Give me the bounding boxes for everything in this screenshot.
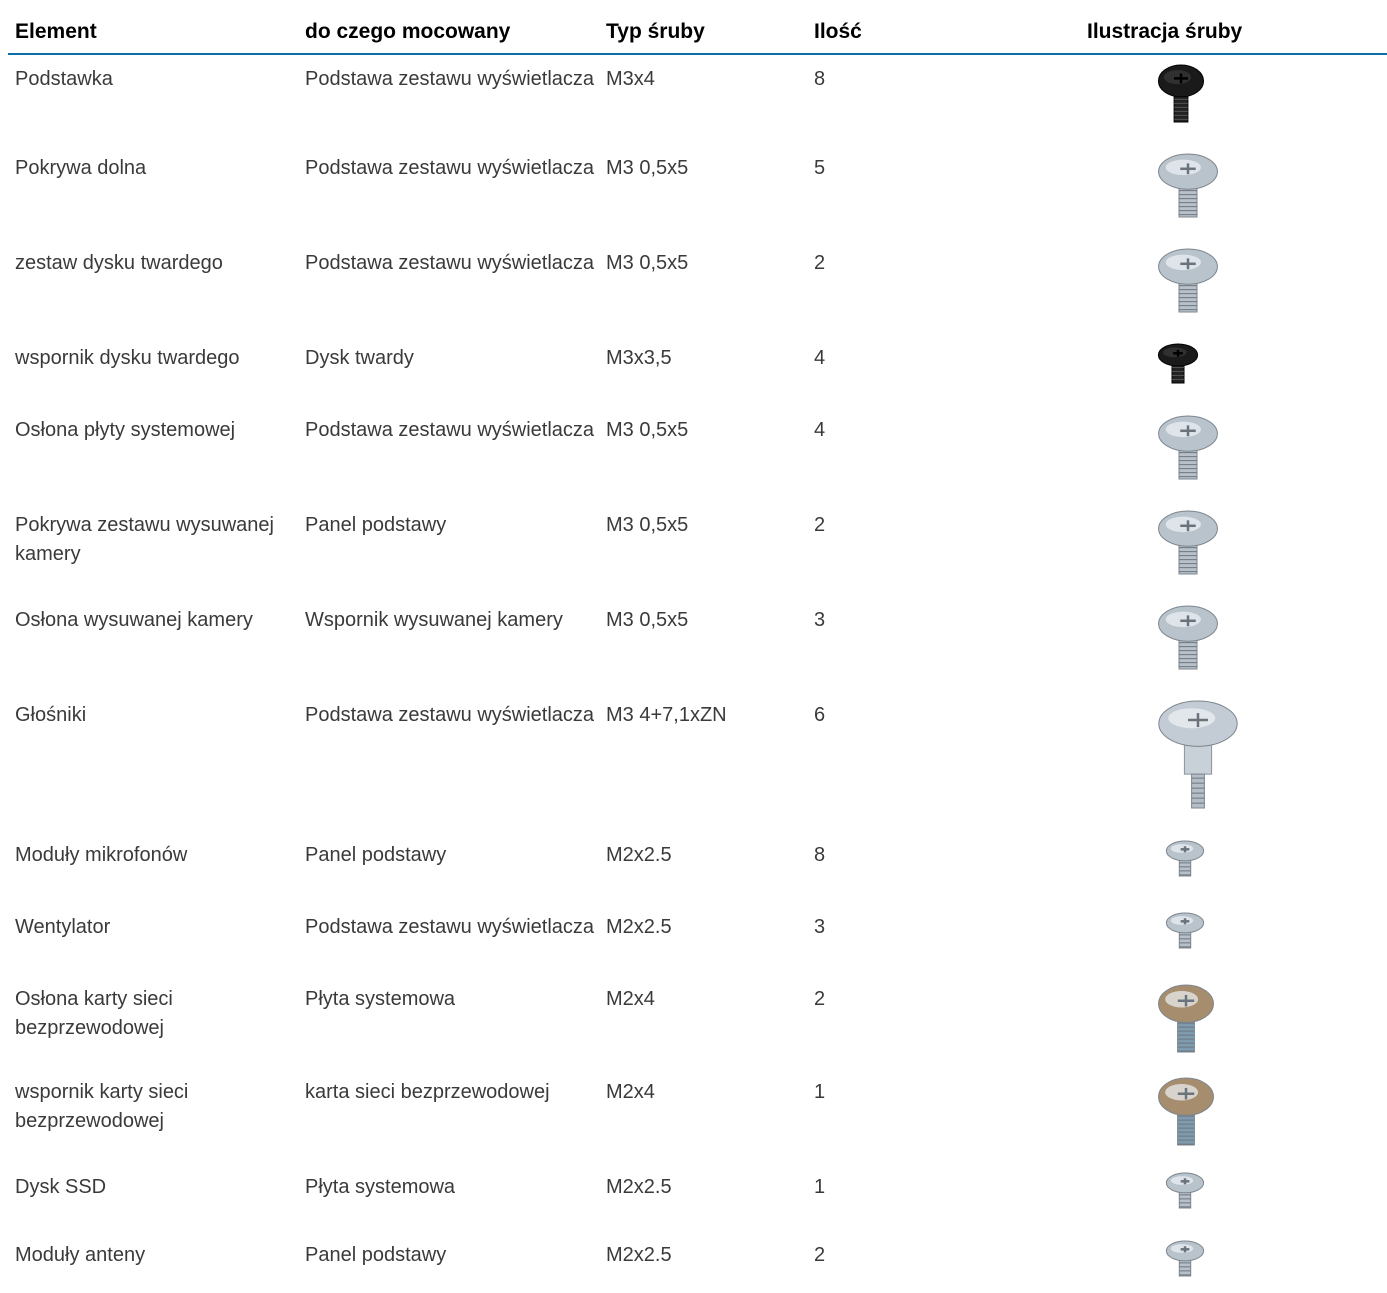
- cell-quantity-text: 2: [814, 988, 826, 1010]
- silver-screw-icon: [1158, 249, 1218, 313]
- cell-quantity: [807, 691, 1080, 831]
- cell-screw-type-text: M2x2.5: [606, 916, 672, 938]
- table-row: [8, 975, 1387, 1068]
- cell-screw-image: [1080, 1163, 1387, 1231]
- column-header-element: Element: [8, 10, 298, 54]
- table-row: [8, 406, 1387, 501]
- column-header-mounted-to: do czego mocowany: [298, 10, 599, 54]
- table-row: [8, 1163, 1387, 1231]
- table-row: [8, 596, 1387, 691]
- cell-element: [8, 831, 298, 903]
- cell-quantity-text: 6: [814, 704, 826, 726]
- cell-mounted-to: [298, 596, 599, 691]
- cell-screw-type: [599, 831, 807, 903]
- cell-quantity-text: 2: [814, 514, 826, 536]
- cell-mounted-to: [298, 975, 599, 1068]
- cell-element-text: Dysk SSD: [15, 1176, 107, 1198]
- cell-quantity: [807, 903, 1080, 975]
- cell-quantity: [807, 1231, 1080, 1293]
- cell-screw-image: [1080, 334, 1387, 406]
- black-screw-icon: [1158, 344, 1198, 384]
- cell-element-text: Głośniki: [15, 704, 87, 726]
- table-body: [8, 54, 1387, 1293]
- cell-quantity-text: 3: [814, 916, 826, 938]
- cell-screw-type: [599, 691, 807, 831]
- cell-quantity-text: 2: [814, 1244, 826, 1266]
- cell-mounted-to-text: Panel podstawy: [305, 514, 447, 536]
- cell-mounted-to: [298, 1163, 599, 1231]
- cell-element: [8, 501, 298, 596]
- cell-quantity-text: 2: [814, 252, 826, 274]
- cell-screw-image: [1080, 144, 1387, 239]
- cell-element: [8, 691, 298, 831]
- cell-mounted-to-text: Panel podstawy: [305, 844, 447, 866]
- cell-quantity: [807, 501, 1080, 596]
- small-silver-screw-icon: [1166, 1173, 1204, 1209]
- cell-mounted-to-text: Podstawa zestawu wyświetlacza: [305, 157, 595, 179]
- cell-quantity: [807, 596, 1080, 691]
- cell-element: [8, 596, 298, 691]
- cell-screw-type: [599, 903, 807, 975]
- cell-screw-type-text: M3 0,5x5: [606, 514, 689, 536]
- cell-screw-image: [1080, 596, 1387, 691]
- column-header-quantity: Ilość: [807, 10, 1080, 54]
- cell-mounted-to-text: Podstawa zestawu wyświetlacza: [305, 916, 595, 938]
- cell-mounted-to-text: karta sieci bezprzewodowej: [305, 1081, 550, 1103]
- cell-mounted-to: [298, 144, 599, 239]
- cell-quantity: [807, 54, 1080, 144]
- cell-element-text: Moduły mikrofonów: [15, 844, 188, 866]
- cell-quantity-text: 8: [814, 68, 826, 90]
- cell-screw-type-text: M3 4+7,1xZN: [606, 704, 727, 726]
- cell-screw-type-text: M3 0,5x5: [606, 252, 689, 274]
- cell-element: [8, 334, 298, 406]
- cell-screw-type: [599, 1231, 807, 1293]
- table-row: [8, 54, 1387, 144]
- cell-quantity: [807, 334, 1080, 406]
- cell-element-text: wspornik karty sieci bezprzewodowej: [15, 1081, 194, 1132]
- cell-screw-type: [599, 239, 807, 334]
- cell-mounted-to-text: Podstawa zestawu wyświetlacza: [305, 704, 595, 726]
- cell-element-text: Pokrywa dolna: [15, 157, 147, 179]
- table-row: [8, 144, 1387, 239]
- cell-screw-image: [1080, 1068, 1387, 1163]
- cell-quantity: [807, 239, 1080, 334]
- cell-element-text: Pokrywa zestawu wysuwanej kamery: [15, 514, 280, 565]
- cell-screw-type-text: M3x4: [606, 68, 655, 90]
- cell-mounted-to-text: Płyta systemowa: [305, 1176, 456, 1198]
- cell-mounted-to: [298, 239, 599, 334]
- cell-mounted-to: [298, 691, 599, 831]
- cell-screw-type-text: M3 0,5x5: [606, 419, 689, 441]
- column-header-screw-image: Ilustracja śruby: [1080, 10, 1387, 54]
- silver-screw-icon: [1158, 511, 1218, 575]
- cell-element-text: Osłona płyty systemowej: [15, 419, 236, 441]
- table-row: [8, 501, 1387, 596]
- cell-screw-type-text: M3 0,5x5: [606, 157, 689, 179]
- cell-element: [8, 1231, 298, 1293]
- cell-element: [8, 54, 298, 144]
- cell-screw-type: [599, 406, 807, 501]
- cell-quantity-text: 3: [814, 609, 826, 631]
- silver-screw-icon: [1158, 154, 1218, 218]
- cell-mounted-to: [298, 903, 599, 975]
- cell-mounted-to: [298, 501, 599, 596]
- cell-mounted-to-text: Dysk twardy: [305, 347, 414, 369]
- cell-screw-image: [1080, 1231, 1387, 1293]
- cell-screw-image: [1080, 54, 1387, 144]
- cell-quantity: [807, 1163, 1080, 1231]
- cell-element: [8, 239, 298, 334]
- cell-mounted-to-text: Panel podstawy: [305, 1244, 447, 1266]
- cell-screw-image: [1080, 239, 1387, 334]
- cell-screw-type: [599, 334, 807, 406]
- cell-screw-type-text: M2x2.5: [606, 1244, 672, 1266]
- cell-mounted-to-text: Podstawa zestawu wyświetlacza: [305, 419, 595, 441]
- table-row: [8, 691, 1387, 831]
- cell-quantity: [807, 831, 1080, 903]
- cell-mounted-to: [298, 1231, 599, 1293]
- cell-screw-image: [1080, 501, 1387, 596]
- bronze-screw-icon: [1158, 1078, 1214, 1146]
- cell-mounted-to-text: Płyta systemowa: [305, 988, 456, 1010]
- cell-element: [8, 1068, 298, 1163]
- bronze-screw-icon: [1158, 985, 1214, 1053]
- cell-screw-type: [599, 975, 807, 1068]
- cell-quantity: [807, 1068, 1080, 1163]
- table-header-row: [8, 10, 1387, 54]
- small-silver-screw-icon: [1166, 1241, 1204, 1277]
- cell-screw-type-text: M3x3,5: [606, 347, 672, 369]
- black-screw-icon: [1158, 65, 1204, 123]
- cell-mounted-to: [298, 334, 599, 406]
- cell-mounted-to: [298, 54, 599, 144]
- cell-element: [8, 1163, 298, 1231]
- table-row: [8, 831, 1387, 903]
- cell-element-text: Wentylator: [15, 916, 111, 938]
- screw-table: [8, 10, 1387, 1293]
- cell-quantity: [807, 406, 1080, 501]
- cell-screw-type: [599, 54, 807, 144]
- cell-mounted-to: [298, 831, 599, 903]
- cell-screw-type: [599, 1068, 807, 1163]
- cell-element-text: Osłona karty sieci bezprzewodowej: [15, 988, 179, 1039]
- small-silver-screw-icon: [1166, 841, 1204, 877]
- cell-element-text: Osłona wysuwanej kamery: [15, 609, 253, 631]
- table-row: [8, 239, 1387, 334]
- cell-screw-type: [599, 1163, 807, 1231]
- cell-screw-image: [1080, 406, 1387, 501]
- cell-screw-type: [599, 144, 807, 239]
- cell-quantity-text: 4: [814, 419, 826, 441]
- cell-screw-image: [1080, 691, 1387, 831]
- silver-screw-icon: [1158, 416, 1218, 480]
- table-row: [8, 903, 1387, 975]
- cell-element: [8, 975, 298, 1068]
- cell-quantity-text: 5: [814, 157, 826, 179]
- table-row: [8, 1068, 1387, 1163]
- cell-element: [8, 903, 298, 975]
- table-row: [8, 1231, 1387, 1293]
- cell-mounted-to-text: Podstawa zestawu wyświetlacza: [305, 68, 595, 90]
- cell-mounted-to-text: Podstawa zestawu wyświetlacza: [305, 252, 595, 274]
- cell-screw-image: [1080, 975, 1387, 1068]
- column-header-screw-type: Typ śruby: [599, 10, 807, 54]
- cell-element: [8, 406, 298, 501]
- cell-element: [8, 144, 298, 239]
- cell-element-text: wspornik dysku twardego: [15, 347, 240, 369]
- silver-screw-icon: [1158, 606, 1218, 670]
- cell-mounted-to-text: Wspornik wysuwanej kamery: [305, 609, 563, 631]
- cell-element-text: Moduły anteny: [15, 1244, 146, 1266]
- cell-screw-type: [599, 501, 807, 596]
- cell-screw-type: [599, 596, 807, 691]
- cell-screw-type-text: M2x4: [606, 988, 655, 1010]
- cell-screw-image: [1080, 903, 1387, 975]
- cell-screw-type-text: M2x4: [606, 1081, 655, 1103]
- small-silver-screw-icon: [1166, 913, 1204, 949]
- cell-quantity: [807, 144, 1080, 239]
- shoulder-screw-icon: [1158, 701, 1238, 809]
- cell-quantity-text: 4: [814, 347, 826, 369]
- cell-element-text: Podstawka: [15, 68, 113, 90]
- cell-mounted-to: [298, 406, 599, 501]
- cell-element-text: zestaw dysku twardego: [15, 252, 223, 274]
- cell-screw-type-text: M2x2.5: [606, 1176, 672, 1198]
- cell-screw-image: [1080, 831, 1387, 903]
- cell-screw-type-text: M3 0,5x5: [606, 609, 689, 631]
- cell-quantity-text: 1: [814, 1081, 826, 1103]
- cell-quantity-text: 8: [814, 844, 826, 866]
- table-row: [8, 334, 1387, 406]
- cell-quantity: [807, 975, 1080, 1068]
- cell-quantity-text: 1: [814, 1176, 826, 1198]
- cell-screw-type-text: M2x2.5: [606, 844, 672, 866]
- cell-mounted-to: [298, 1068, 599, 1163]
